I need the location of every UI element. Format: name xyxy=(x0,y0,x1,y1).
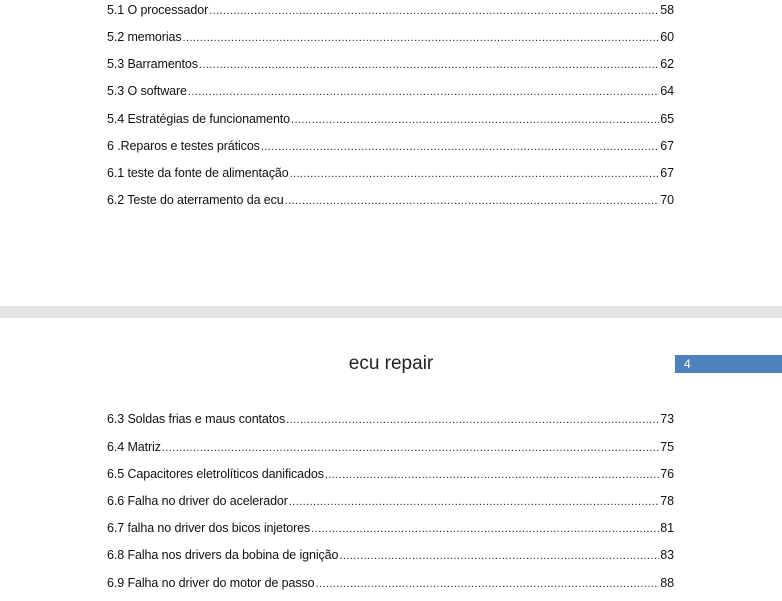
dot-leader xyxy=(261,141,659,153)
toc-entry-title: 6.5 Capacitores eletrolíticos danificados xyxy=(107,467,324,481)
document-page xyxy=(0,318,782,601)
toc-entry-title: 6.9 Falha no driver do motor de passo xyxy=(107,576,315,590)
toc-entry-title: 5.4 Estratégias de funcionamento xyxy=(107,112,291,126)
toc-entry-page: 62 xyxy=(660,57,674,71)
toc-entry[interactable] xyxy=(107,412,674,430)
toc-entry-title: 6 .Reparos e testes práticos xyxy=(107,139,260,153)
toc-entry[interactable] xyxy=(107,112,674,130)
toc-entry-page: 70 xyxy=(660,193,674,207)
toc-entry-page: 73 xyxy=(660,412,674,426)
dot-leader xyxy=(188,86,659,98)
toc-entry[interactable] xyxy=(107,494,674,512)
toc-entry-page: 67 xyxy=(660,166,674,180)
toc-entry-page: 60 xyxy=(660,30,674,44)
toc-entry[interactable] xyxy=(107,467,674,485)
toc-entry[interactable] xyxy=(107,57,674,75)
dot-leader xyxy=(325,469,659,481)
toc-entry-page: 67 xyxy=(660,139,674,153)
toc-entry-title: 5.1 O processador xyxy=(107,3,209,17)
toc-entry-page: 78 xyxy=(660,494,674,508)
dot-leader xyxy=(285,195,660,207)
toc-entry[interactable] xyxy=(107,521,674,539)
dot-leader xyxy=(291,114,659,126)
dot-leader xyxy=(290,168,660,180)
toc-entry-title: 5.2 memorias xyxy=(107,30,182,44)
toc-entry-page: 58 xyxy=(660,3,674,17)
toc-entry-page: 88 xyxy=(660,576,674,590)
dot-leader xyxy=(316,578,660,590)
toc-entry-page: 83 xyxy=(660,548,674,562)
toc-entry[interactable] xyxy=(107,193,674,211)
dot-leader xyxy=(339,550,659,562)
toc-entry-title: 5.3 Barramentos xyxy=(107,57,198,71)
toc-entry-title: 6.6 Falha no driver do acelerador xyxy=(107,494,288,508)
page-separator xyxy=(0,306,782,318)
toc-entry[interactable] xyxy=(107,166,674,184)
toc-entry-page: 65 xyxy=(660,112,674,126)
toc-entry-title: 6.8 Falha nos drivers da bobina de ignição xyxy=(107,548,339,562)
toc-entry-page: 64 xyxy=(660,84,674,98)
toc-entry[interactable] xyxy=(107,548,674,566)
page-header-title: ecu repair xyxy=(348,353,434,374)
toc-entry-page: 81 xyxy=(660,521,674,535)
toc-entry-page: 75 xyxy=(660,440,674,454)
toc-entry-title: 6.2 Teste do aterramento da ecu xyxy=(107,193,284,207)
dot-leader xyxy=(162,442,659,454)
dot-leader xyxy=(183,32,660,44)
toc-entry-title: 6.4 Matriz xyxy=(107,440,161,454)
dot-leader xyxy=(286,414,659,426)
toc-entry[interactable] xyxy=(107,576,674,594)
dot-leader xyxy=(209,5,659,17)
dot-leader xyxy=(311,523,659,535)
toc-entry[interactable] xyxy=(107,84,674,102)
toc-entry[interactable] xyxy=(107,3,674,21)
toc-entry[interactable] xyxy=(107,139,674,157)
page-number-badge: 4 xyxy=(675,355,782,373)
toc-entry-page: 76 xyxy=(660,467,674,481)
dot-leader xyxy=(199,59,659,71)
toc-entry-title: 5.3 O software xyxy=(107,84,187,98)
dot-leader xyxy=(289,496,659,508)
toc-entry[interactable] xyxy=(107,440,674,458)
toc-entry-title: 6.3 Soldas frias e maus contatos xyxy=(107,412,286,426)
toc-entry[interactable] xyxy=(107,30,674,48)
toc-entry-title: 6.7 falha no driver dos bicos injetores xyxy=(107,521,311,535)
toc-entry-title: 6.1 teste da fonte de alimentação xyxy=(107,166,289,180)
